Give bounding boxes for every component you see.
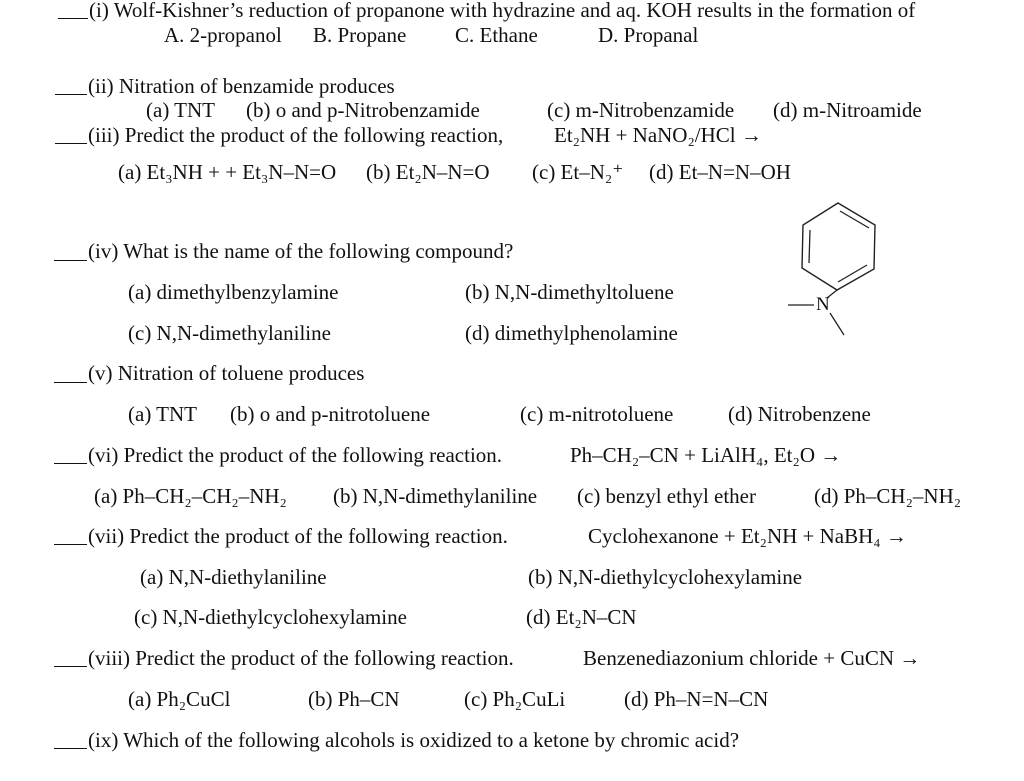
- option-5c: (c) m-nitrotoluene: [520, 402, 674, 426]
- option-7c: (c) N,N-diethylcyclohexylamine: [134, 605, 407, 629]
- option-7d: (d) Et₂N–CN: [526, 605, 637, 629]
- question-2-stem: (ii) Nitration of benzamide produces: [88, 74, 395, 98]
- option-5a: (a) TNT: [128, 402, 197, 426]
- option-7b: (b) N,N-diethylcyclohexylamine: [528, 565, 803, 589]
- option-6a: (a) Ph–CH₂–CH₂–NH₂: [94, 484, 287, 508]
- question-6-reaction: Ph–CH₂–CN + LiAlH₄, Et₂O →: [570, 443, 842, 467]
- question-7-reaction: Cyclohexanone + Et₂NH + NaBH₄ →: [588, 524, 907, 548]
- answer-blank-9[interactable]: [54, 748, 87, 749]
- question-6-stem: (vi) Predict the product of the following reaction.: [88, 443, 503, 467]
- answer-blank-8[interactable]: [54, 666, 87, 667]
- question-4-stem: (iv) What is the name of the following compound?: [88, 239, 514, 263]
- option-8b: (b) Ph–CN: [308, 687, 400, 711]
- question-1-stem: (i) Wolf-Kishner’s reduction of propanone with hydrazine and aq. KOH results in the formation of: [89, 0, 916, 22]
- option-6b: (b) N,N-dimethylaniline: [333, 484, 538, 508]
- option-5b: (b) o and p-nitrotoluene: [230, 402, 431, 426]
- option-1d: D. Propanal: [598, 23, 699, 47]
- question-7-stem: (vii) Predict the product of the following reaction.: [88, 524, 508, 548]
- answer-blank-1[interactable]: [58, 18, 88, 19]
- option-4d: (d) dimethylphenolamine: [465, 321, 678, 345]
- option-4b: (b) N,N-dimethyltoluene: [465, 280, 674, 304]
- option-2a: (a) TNT: [146, 98, 215, 122]
- option-8c: (c) Ph₂CuLi: [464, 687, 566, 711]
- question-8-reaction: Benzenediazonium chloride + CuCN →: [583, 646, 921, 670]
- option-7a: (a) N,N-diethylaniline: [140, 565, 327, 589]
- option-2d: (d) m-Nitroamide: [773, 98, 922, 122]
- option-3b: (b) Et₂N–N=O: [366, 160, 490, 184]
- answer-blank-5[interactable]: [54, 382, 87, 383]
- answer-blank-4[interactable]: [54, 260, 87, 261]
- option-6c: (c) benzyl ethyl ether: [577, 484, 756, 508]
- answer-blank-6[interactable]: [54, 463, 87, 464]
- answer-blank-3[interactable]: [55, 143, 87, 144]
- option-8d: (d) Ph–N=N–CN: [624, 687, 769, 711]
- option-4a: (a) dimethylbenzylamine: [128, 280, 339, 304]
- option-6d: (d) Ph–CH₂–NH₂: [814, 484, 962, 508]
- question-3-reaction: Et₂NH + NaNO₂/HCl →: [554, 123, 762, 147]
- option-3a: (a) Et₃NH + + Et₃N–N=O: [118, 160, 337, 184]
- option-1a: A. 2-propanol: [164, 23, 282, 47]
- option-1b: B. Propane: [313, 23, 407, 47]
- answer-blank-7[interactable]: [54, 544, 87, 545]
- option-8a: (a) Ph₂CuCl: [128, 687, 231, 711]
- option-2c: (c) m-Nitrobenzamide: [547, 98, 735, 122]
- option-3d: (d) Et–N=N–OH: [649, 160, 791, 184]
- question-5-stem: (v) Nitration of toluene produces: [88, 361, 365, 385]
- question-3-stem: (iii) Predict the product of the following reaction,: [88, 123, 504, 147]
- option-5d: (d) Nitrobenzene: [728, 402, 871, 426]
- question-8-stem: (viii) Predict the product of the following reaction.: [88, 646, 514, 670]
- nitrogen-atom-label: N: [816, 294, 830, 315]
- option-4c: (c) N,N-dimethylaniline: [128, 321, 331, 345]
- dimethylaniline-structure: [770, 195, 890, 345]
- option-2b: (b) o and p-Nitrobenzamide: [246, 98, 480, 122]
- question-9-stem: (ix) Which of the following alcohols is oxidized to a ketone by chromic acid?: [88, 728, 740, 752]
- benzene-ring-diagram: [770, 195, 890, 345]
- answer-blank-2[interactable]: [55, 94, 87, 95]
- option-3c: (c) Et–N₂⁺: [532, 160, 624, 184]
- option-1c: C. Ethane: [455, 23, 538, 47]
